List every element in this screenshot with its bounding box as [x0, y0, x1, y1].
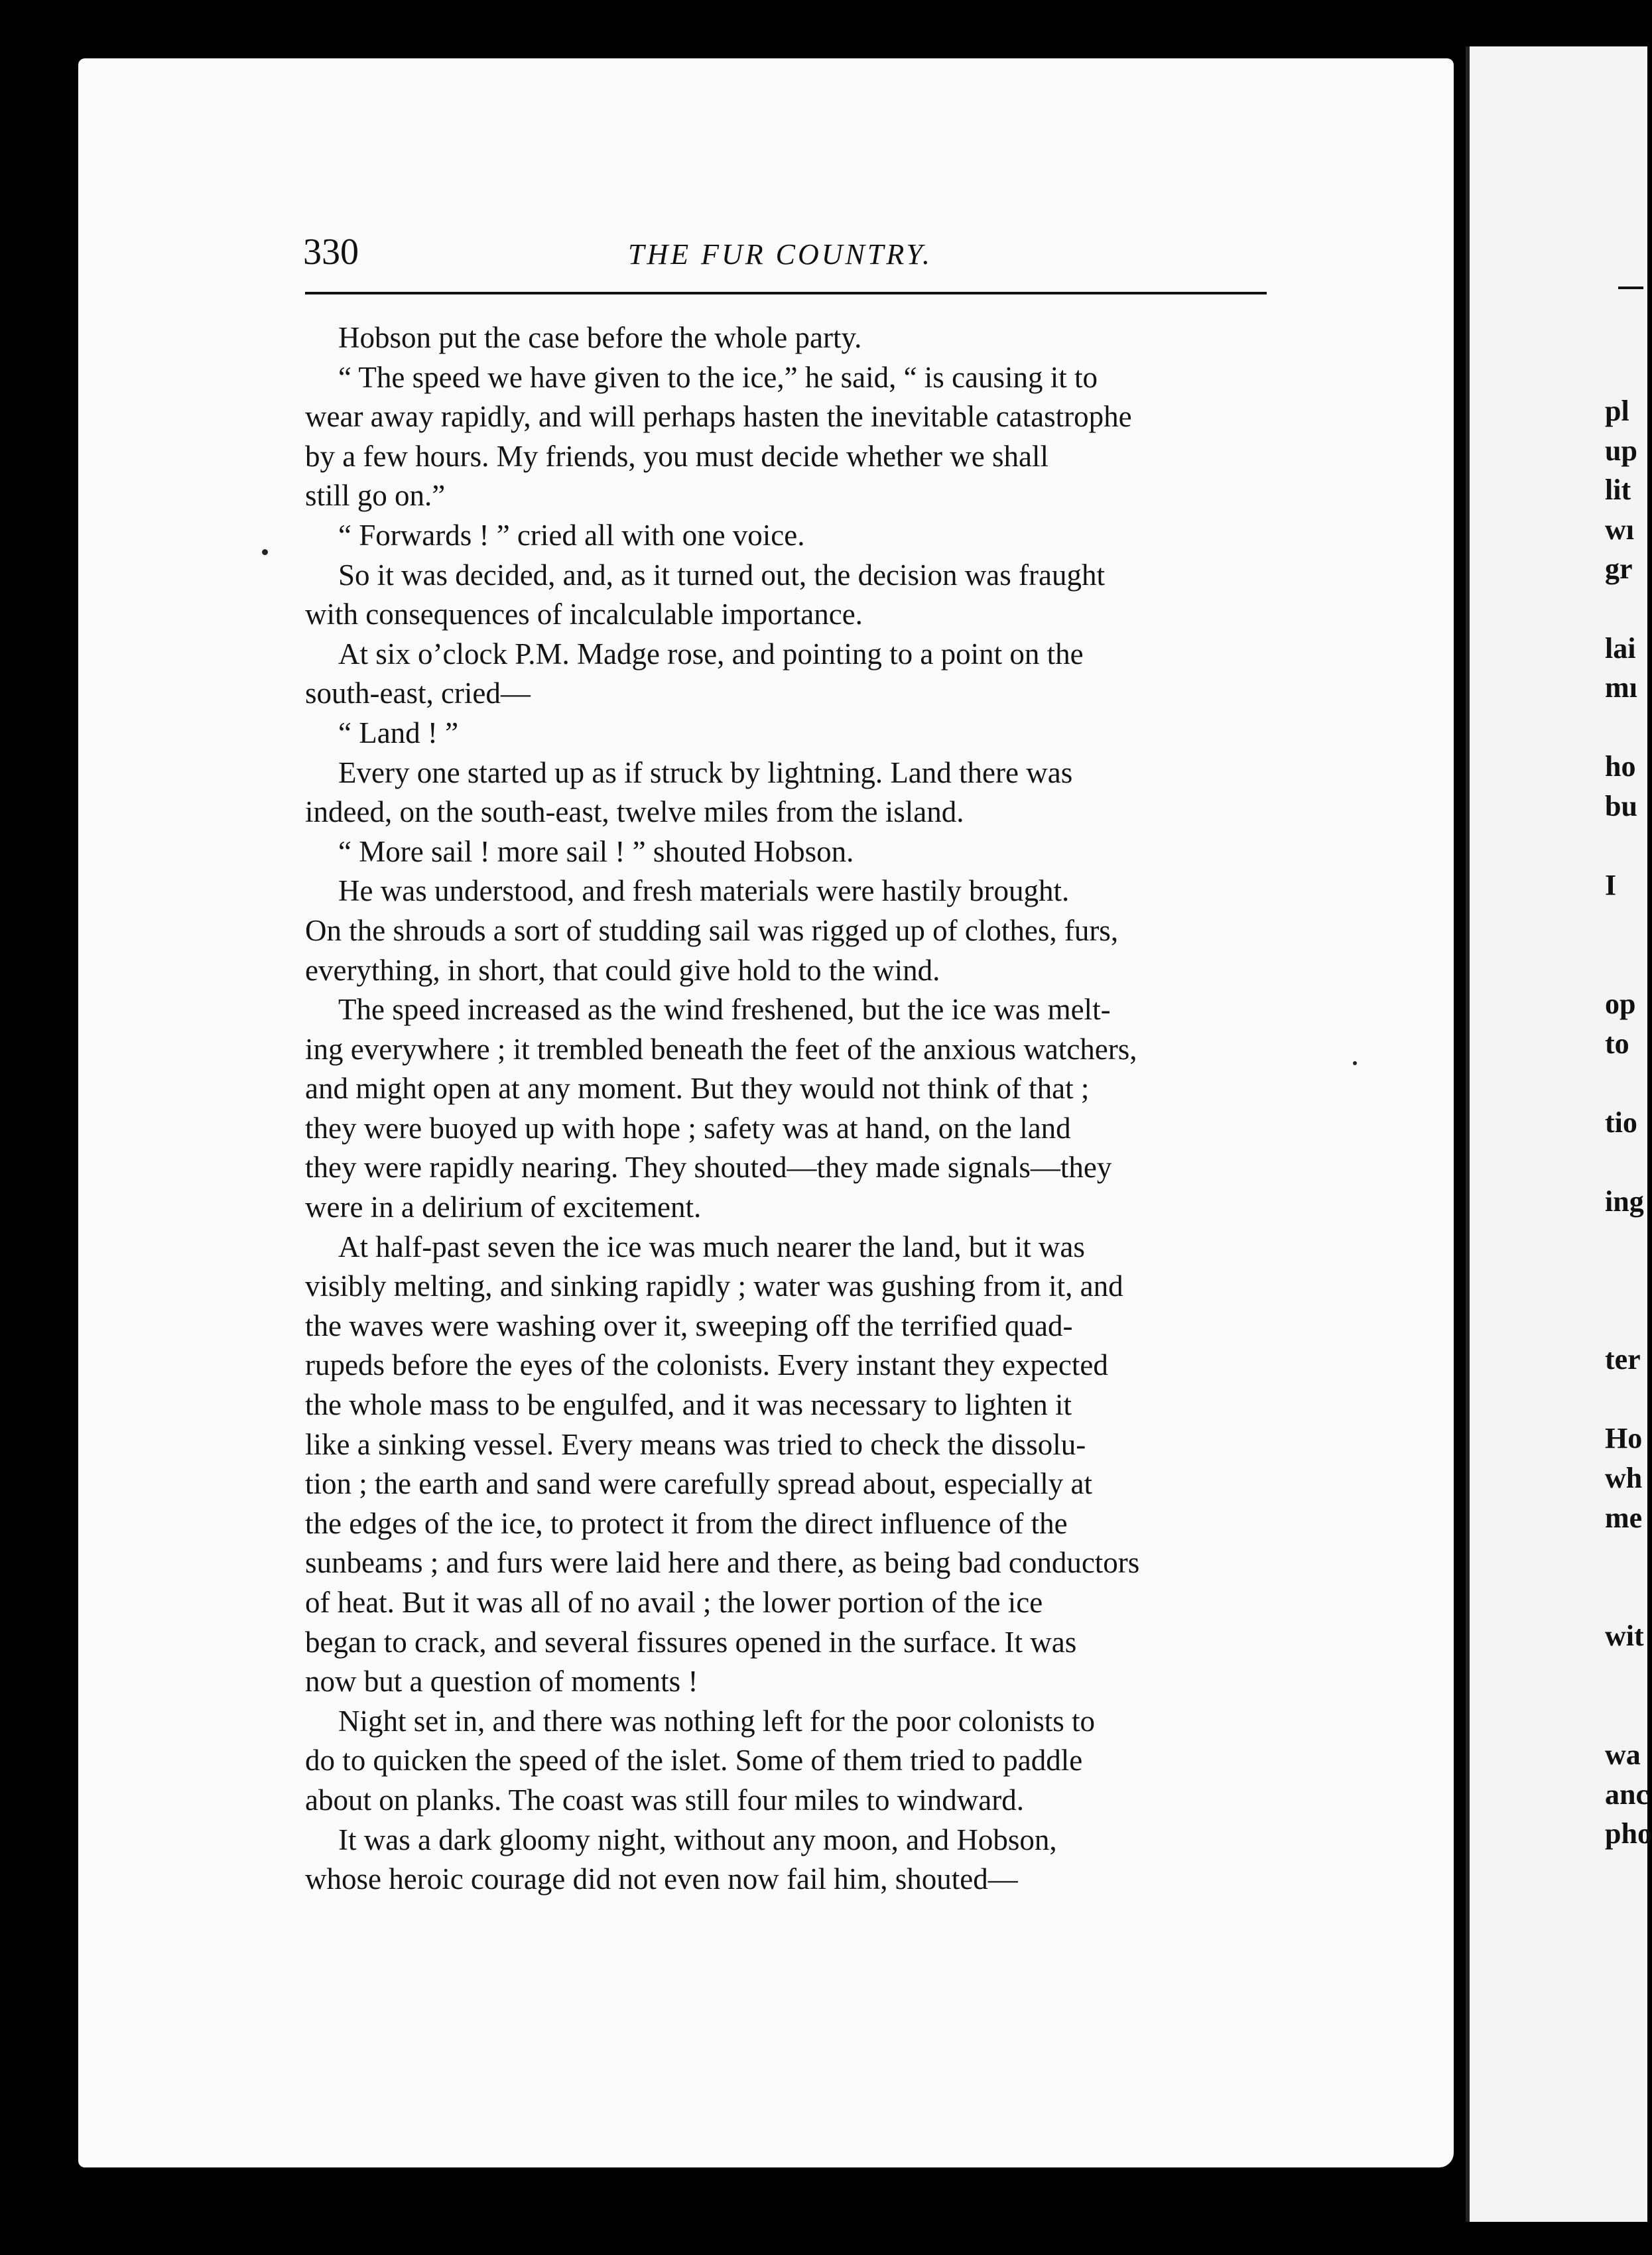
body-text — [305, 318, 1268, 1900]
paragraph: So it was decided, and, as it turned out, the decision was fraught with consequences of incalculable importance. — [305, 558, 1105, 631]
facing-page-fragment — [1605, 1261, 1643, 1301]
paragraph: “ The speed we have given to the ice,” he said, “ is causing it to wear away rapidly, and will perhaps hasten the inevitable catastrophe by a few hours. My friends, you must decide whether we shall still go on.” — [305, 360, 1132, 513]
facing-page-fragment — [1605, 1221, 1643, 1261]
facing-page-fragment: op — [1605, 987, 1636, 1020]
facing-page-fragment: wa — [1605, 1738, 1641, 1772]
facing-page-fragment: ho — [1605, 750, 1636, 783]
paragraph: Hobson put the case before the whole party. — [338, 321, 862, 354]
paragraph: Night set in, and there was nothing left for the poor colonists to do to quicken the speed of the islet. Some of them tried to paddle about on planks. The coast was still four miles to windward. — [305, 1704, 1096, 1817]
scan-speck — [1353, 1061, 1357, 1065]
facing-page-fragment: mı — [1605, 671, 1637, 704]
facing-page-fragment — [1605, 1537, 1643, 1577]
facing-page-fragment: tio — [1605, 1106, 1637, 1139]
facing-page-fragment: I — [1605, 869, 1617, 902]
facing-page-fragment — [1605, 1301, 1643, 1340]
paragraph: It was a dark gloomy night, without any moon, and Hobson, whose heroic courage did not even now fail him, shouted— — [305, 1823, 1057, 1896]
facing-page-fragment — [1605, 1063, 1643, 1103]
facing-page-fragment — [1605, 589, 1643, 629]
facing-page-fragment: wh — [1605, 1462, 1643, 1495]
facing-page-fragment: bu — [1605, 789, 1637, 822]
facing-page-fragment — [1605, 905, 1643, 945]
facing-page-fragment — [1605, 1656, 1643, 1696]
paragraph: The speed increased as the wind freshened, but the ice was melt- ing everywhere ; it trembled beneath the feet of the anxious watchers, and might open at any moment. But they would not think of that ; they were buoyed up with hope ; safety was at hand, on the land they were rapidly nearing. They shouted—they made signals—they were in a delirium of excitement. — [305, 993, 1137, 1224]
facing-page-fragment — [1605, 826, 1643, 866]
facing-page-fragment: up — [1605, 434, 1637, 467]
facing-page-fragment: lai — [1605, 631, 1636, 665]
facing-page-fragment — [1605, 1142, 1643, 1182]
page-header — [303, 231, 1265, 277]
facing-page-fragment: pl — [1605, 395, 1629, 427]
facing-page-fragment: pho — [1605, 1817, 1652, 1850]
paragraph: “ Land ! ” — [338, 716, 459, 749]
facing-page-fragment: to — [1605, 1027, 1629, 1060]
facing-page-text-fragments — [1605, 391, 1652, 1854]
facing-page-fragment: anc — [1605, 1777, 1649, 1811]
paragraph: “ Forwards ! ” cried all with one voice. — [338, 518, 805, 552]
facing-page-fragment: gr — [1605, 552, 1633, 586]
facing-page-fragment: lit — [1605, 474, 1631, 507]
facing-page-fragment: wı — [1605, 513, 1634, 546]
paragraph: Every one started up as if struck by lightning. Land there was indeed, on the south-east, twelve miles from the island. — [305, 755, 1073, 829]
facing-page-fragment: wit — [1605, 1620, 1644, 1653]
paragraph: At half-past seven the ice was much nearer the land, but it was visibly melting, and sinking rapidly ; water was gushing from it, and the waves were washing over it, sweeping off the terrified quad- rupeds before the eyes of the colonists. Every instant they expected the whole mass to be engulfed, and it was necessary to lighten it like a sinking vessel. Every means was tried to check the dissolu- tion ; the earth and sand were carefully spread about, especially at the edges of the ice, to protect it from the direct influence of the sunbeams ; and furs were laid here and there, as being bad conductors of heat. But it was all of no avail ; the lower portion of the ice began to crack, and several fissures opened in the surface. It was now but a question of moments ! — [305, 1230, 1140, 1699]
paragraph: He was understood, and fresh materials were hastily brought. On the shrouds a sort of studding sail was rigged up of clothes, furs, everything, in short, that could give hold to the wind. — [305, 874, 1119, 987]
paragraph: “ More sail ! more sail ! ” shouted Hobson. — [338, 834, 854, 868]
running-title: THE FUR COUNTRY. — [628, 238, 932, 271]
facing-page-fragment — [1605, 1696, 1643, 1736]
paragraph: At six o’clock P.M. Madge rose, and pointing to a point on the south-east, cried— — [305, 637, 1084, 710]
facing-page-fragment: Ho — [1605, 1422, 1643, 1455]
page-number: 330 — [303, 231, 359, 273]
facing-page-fragment — [1605, 944, 1643, 984]
facing-page-fragment — [1605, 708, 1643, 747]
facing-page-fragment: ter — [1605, 1343, 1641, 1376]
header-rule — [305, 292, 1267, 294]
facing-page-fragment — [1605, 1380, 1643, 1419]
scan-speck — [262, 549, 268, 555]
facing-page-fragment: me — [1605, 1501, 1643, 1534]
facing-page-fragment: ing — [1605, 1185, 1644, 1218]
facing-page-header-rule — [1618, 287, 1643, 289]
facing-page-fragment — [1605, 1577, 1643, 1617]
